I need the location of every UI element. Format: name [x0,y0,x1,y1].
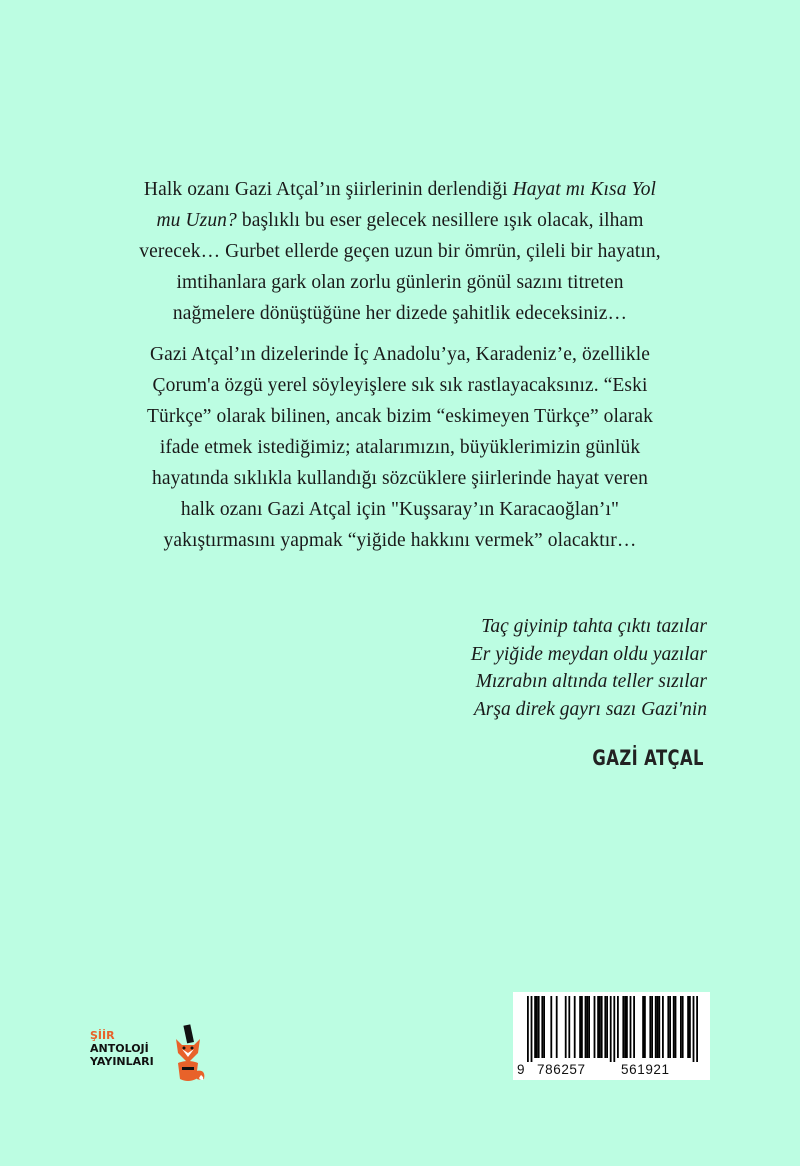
barcode-bar [657,996,659,1058]
barcode-bar [682,996,684,1058]
publisher-name [90,1029,154,1068]
barcode-lead-digit: 9 [517,1062,526,1077]
blurb-line: nağmelere dönüştüğüne her dizede şahitlik edeceksiniz… [172,303,628,324]
book-title-part: mu Uzun? [156,210,237,231]
blurb-line [60,174,740,205]
poem-line: Er yiğide meydan oldu yazılar [470,643,707,665]
barcode-bars [513,992,710,1062]
barcode-bar [565,996,567,1058]
barcode-bar [527,996,529,1062]
fox-icon [168,1023,208,1083]
poem-line: Mızrabın altında teller sızılar [475,671,707,692]
barcode-bar [644,996,646,1058]
blurb-line: Gazi Atçal’ın dizelerinde İç Anadolu’ya, Karadeniz’e, özellikle [149,344,651,365]
barcode-bar [680,996,682,1058]
barcode-bar [579,996,581,1058]
blurb-line: ifade etmek istediğimiz; atalarımızın, büyüklerimizin günlük [159,437,641,458]
blurb-line: verecek… Gurbet ellerde geçen uzun bir ömrün, çileli bir hayatın, [139,241,661,262]
barcode-bar [642,996,644,1058]
barcode-bar [649,996,651,1058]
blurb-line: Çorum'a özgü yerel söyleyişlere sık sık rastlayacaksınız. “Eski [152,375,648,396]
barcode-bar [651,996,653,1058]
blurb-paragraph-1 [60,174,740,329]
barcode-bar [531,996,533,1062]
barcode-bar [624,996,626,1058]
barcode-bar [586,996,588,1058]
barcode-bar [696,996,698,1062]
barcode-bar [662,996,664,1058]
barcode-bar [601,996,603,1058]
barcode-bar [597,996,599,1058]
barcode-bar [675,996,677,1058]
barcode-bar [538,996,540,1058]
barcode-bar [655,996,657,1058]
barcode-bar [581,996,583,1058]
barcode-bar [599,996,601,1058]
barcode-bar [630,996,632,1058]
barcode-bar [617,996,619,1058]
barcode-bar [541,996,543,1058]
barcode-bar [534,996,536,1058]
poem-stanza [471,613,707,723]
barcode-group-1: 786257 [537,1062,586,1077]
barcode-bar [622,996,624,1058]
barcode-bar [585,996,587,1058]
barcode-bar [658,996,660,1058]
barcode-bar [550,996,552,1058]
blurb-line [60,205,740,236]
barcode-bar [667,996,669,1058]
author-name: GAZİ ATÇAL [592,746,704,770]
barcode-bar [568,996,570,1058]
barcode-bar [610,996,612,1062]
barcode-bar [633,996,635,1058]
barcode-bar [604,996,606,1058]
barcode-bar [669,996,671,1058]
barcode-bar [689,996,691,1058]
barcode-bar [556,996,558,1058]
blurb-text: Halk ozanı Gazi Atçal’ın şiirlerinin derlendiği [143,179,513,200]
blurb-line: imtihanlara gark olan zorlu günlerin gönül sazını titreten [176,272,624,293]
barcode-bar [613,996,615,1062]
barcode-group-2: 561921 [621,1062,670,1077]
blurb-line: Türkçe” olarak bilinen, ancak bizim “eskimeyen Türkçe” olarak [146,406,653,427]
barcode-bar [588,996,590,1058]
barcode-bar [693,996,695,1062]
barcode-bar [626,996,628,1058]
publisher-line-1: ŞİİR [90,1029,115,1042]
barcode-bar [574,996,576,1058]
barcode-bar [687,996,689,1058]
barcode-bar [543,996,545,1058]
barcode-bar [594,996,596,1058]
publisher-line-3: YAYINLARI [90,1055,154,1068]
blurb-text: başlıklı bu eser gelecek nesillere ışık olacak, ilham [236,210,644,231]
book-title-part: Hayat mı Kısa Yol [512,179,657,200]
blurb-line: hayatında sıklıkla kullandığı sözcüklere şiirlerinde hayat veren [152,468,648,489]
blurb-line: halk ozanı Gazi Atçal için "Kuşsaray’ın Karacaoğlan’ı" [180,499,620,520]
isbn-barcode [513,992,710,1080]
publisher-line-2: ANTOLOJİ [90,1042,149,1055]
publisher-logo [90,1023,220,1083]
blurb-paragraph-2 [60,339,740,556]
barcode-bar [606,996,608,1058]
barcode-bar [536,996,538,1058]
barcode-bar [673,996,675,1058]
poem-line: Arşa direk gayrı sazı Gazi'nin [473,698,707,720]
poem-line: Taç giyinip tahta çıktı tazılar [481,616,707,637]
blurb-line: yakıştırmasını yapmak “yiğide hakkını vermek” olacaktır… [163,530,637,551]
